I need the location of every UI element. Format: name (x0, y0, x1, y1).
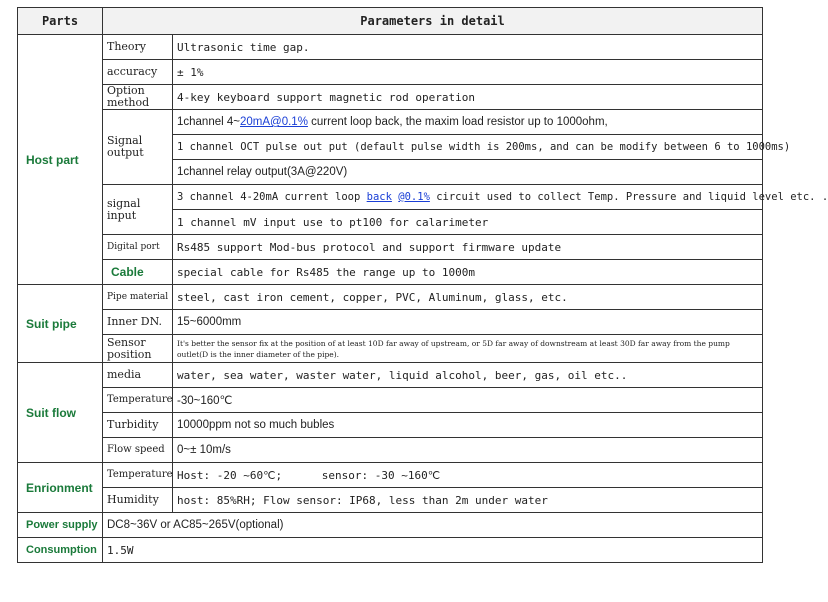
value-accuracy: ± 1% (173, 60, 763, 85)
category-suit-pipe: Suit pipe (18, 285, 103, 363)
header-parts: Parts (18, 8, 103, 35)
value-inner-dn: 15~6000mm (173, 310, 763, 335)
sub-signal-input (103, 185, 173, 235)
sub-theory: Theory (103, 35, 173, 60)
table-row (18, 185, 763, 210)
header-row (18, 8, 763, 35)
table-row (18, 363, 763, 388)
category-host-part: Host part (18, 35, 103, 285)
table-row (18, 310, 763, 335)
sub-pipe-material: Pipe material (103, 285, 173, 310)
spec-table-wrapper (17, 7, 828, 563)
table-row (18, 85, 763, 110)
category-environment: Enrionment (18, 463, 103, 513)
sub-flow-speed: Flow speed (103, 438, 173, 463)
value-theory: Ultrasonic time gap. (173, 35, 763, 60)
table-row (18, 513, 763, 538)
sub-signal-output (103, 110, 173, 185)
value-signal-input-2: 1 channel mV input use to pt100 for calarimeter (173, 210, 763, 235)
table-row (18, 60, 763, 85)
signal-input-label-1: signal (107, 196, 141, 210)
sub-media: media (103, 363, 173, 388)
table-row (18, 260, 763, 285)
signal-output-label-1: Signal (107, 134, 143, 147)
signal-output-label-2: output (107, 146, 144, 159)
sub-digital-port: Digital port (103, 235, 173, 260)
value-env-temperature: Host: -20 ~60℃; sensor: -30 ~160℃ (173, 463, 763, 488)
option-label-2: method (107, 96, 150, 109)
signal-input-1-post: circuit used to collect Temp. Pressure and liquid level etc. . (429, 191, 828, 203)
table-row (18, 413, 763, 438)
signal-output-1-pre: 1channel 4~ (177, 116, 240, 128)
table-row (18, 285, 763, 310)
sub-turbidity: Turbidity (103, 413, 173, 438)
table-row (18, 463, 763, 488)
value-cable: special cable for Rs485 the range up to 1000m (173, 260, 763, 285)
signal-input-label-2: input (107, 208, 137, 222)
value-signal-output-1 (173, 110, 763, 135)
sensor-label-1: Sensor (107, 335, 146, 349)
sub-sensor-position (103, 335, 173, 363)
value-media: water, sea water, waster water, liquid alcohol, beer, gas, oil etc.. (173, 363, 763, 388)
signal-output-1-post: current loop back, the maxim load resistor up to 1000ohm, (307, 116, 608, 128)
option-label-1: Option (107, 84, 145, 97)
value-humidity: host: 85%RH; Flow sensor: IP68, less than 2m under water (173, 488, 763, 513)
value-signal-input-1 (173, 185, 828, 210)
value-consumption: 1.5W (103, 538, 763, 563)
sub-humidity: Humidity (103, 488, 173, 513)
category-power-supply: Power supply (18, 513, 103, 538)
table-row (18, 35, 763, 60)
signal-input-1-pre: 3 channel 4-20mA current loop (177, 191, 367, 203)
value-digital-port: Rs485 support Mod-bus protocol and support firmware update (173, 235, 763, 260)
sub-env-temperature: Temperature (103, 463, 173, 488)
table-row (18, 538, 763, 563)
value-sensor-position: It's better the sensor fix at the position of at least 10D far away of upstream, or 5D far away of downstream at least 30D far away from the pump outlet(D is the inner diameter of the pipe). (173, 335, 763, 363)
value-power-supply: DC8~36V or AC85~265V(optional) (103, 513, 763, 538)
sensor-label-2: position (107, 347, 152, 361)
spec-table (17, 7, 828, 563)
category-cable: Cable (103, 260, 173, 285)
sub-option-method (103, 85, 173, 110)
table-row (18, 388, 763, 413)
value-temperature: -30~160℃ (173, 388, 763, 413)
value-turbidity: 10000ppm not so much bubles (173, 413, 763, 438)
value-signal-output-2: 1 channel OCT pulse out put (default pulse width is 200ms, and can be modify between 6 to 1000ms) (173, 135, 763, 160)
table-row (18, 335, 763, 363)
sub-temperature: Temperature (103, 388, 173, 413)
category-suit-flow: Suit flow (18, 363, 103, 463)
table-row (18, 438, 763, 463)
sub-accuracy: accuracy (103, 60, 173, 85)
value-flow-speed: 0~± 10m/s (173, 438, 763, 463)
value-option-method: 4-key keyboard support magnetic rod operation (173, 85, 763, 110)
table-row (18, 488, 763, 513)
table-row (18, 235, 763, 260)
table-row (18, 110, 763, 135)
value-pipe-material: steel, cast iron cement, copper, PVC, Aluminum, glass, etc. (173, 285, 763, 310)
sub-inner-dn: Inner DN. (103, 310, 173, 335)
category-consumption: Consumption (18, 538, 103, 563)
signal-input-link-back[interactable]: back (366, 191, 392, 203)
header-params: Parameters in detail (103, 8, 763, 35)
value-signal-output-3: 1channel relay output(3A@220V) (173, 160, 763, 185)
signal-output-link[interactable]: 20mA@0.1% (240, 116, 308, 128)
signal-input-link-pct[interactable]: @0.1% (398, 191, 430, 203)
